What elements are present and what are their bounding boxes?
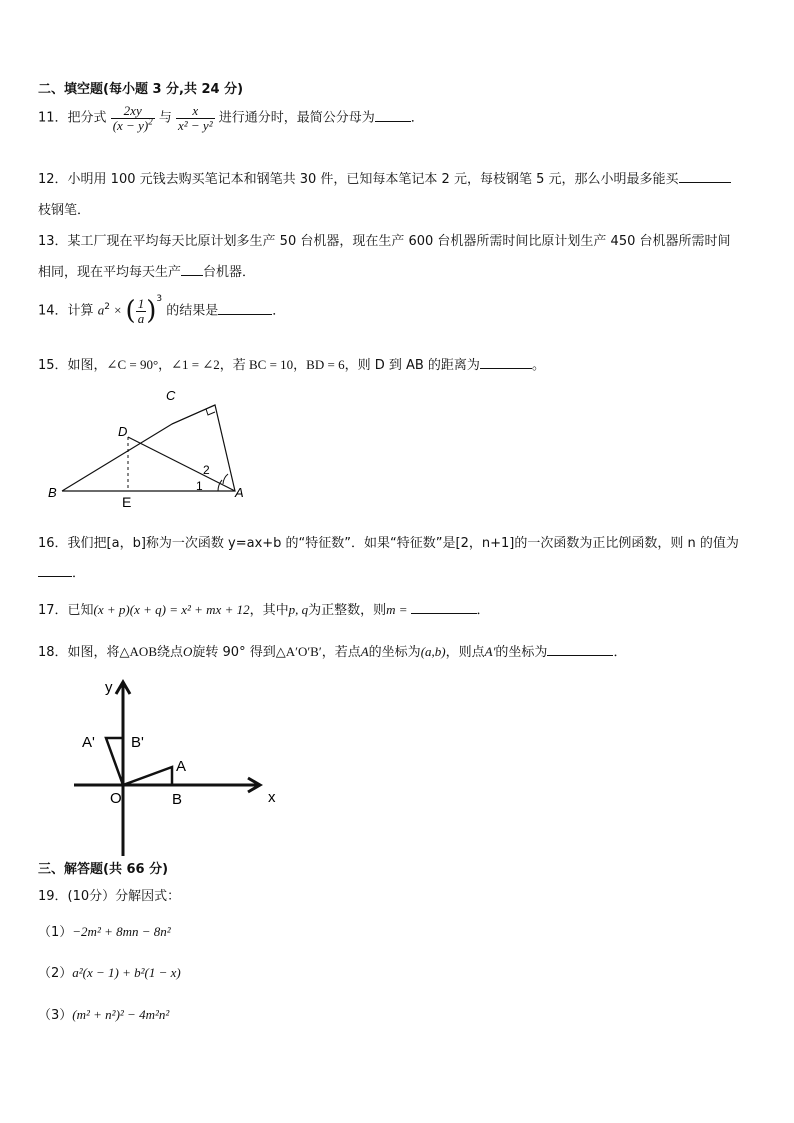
triangle-aob: △AOB bbox=[119, 644, 157, 659]
section-title: 三、解答题(共 66 分) bbox=[38, 862, 169, 877]
label-angle-1: 1 bbox=[196, 479, 203, 493]
question-16-continued: ． bbox=[38, 562, 85, 581]
figure-15-triangle bbox=[40, 384, 260, 512]
question-17: 17．已知(x + p)(x + q) = x² + mx + 12，其中p, q为正整数，则m = ． bbox=[38, 602, 490, 618]
math-expression: (x + p)(x + q) = x² + mx + 12 bbox=[93, 602, 250, 617]
question-text: 把分式 bbox=[67, 110, 107, 126]
math-base: a bbox=[97, 302, 105, 318]
label-angle-2: 2 bbox=[203, 463, 210, 477]
answer-blank[interactable] bbox=[411, 613, 477, 614]
answer-blank[interactable] bbox=[38, 576, 72, 577]
question-number: 11． bbox=[38, 110, 68, 126]
label-b: B bbox=[48, 485, 57, 500]
fraction: $\frac{1}{a}$ bbox=[137, 295, 145, 326]
question-13: 13．某工厂现在平均每天比原计划多生产 50 台机器，现在生产 600 台机器所需时间比原计划生产 450 台机器所需时间 bbox=[38, 234, 731, 249]
angle-2-arc bbox=[223, 474, 228, 484]
question-19-part-1: （1）−2m² + 8mn − 8n² bbox=[38, 924, 171, 940]
connector-text: 与 bbox=[158, 110, 172, 126]
question-13-continued: 相同，现在平均每天生产 台机器． bbox=[38, 265, 256, 280]
question-11: 11．把分式 $\frac{2xy}{(x - y)^2}$ 与 $\frac{x}{\text{x² − y²}}$ 进行通分时，最简公分母为 ． bbox=[38, 103, 424, 133]
fraction-numerator: x bbox=[192, 103, 199, 118]
label-b: B bbox=[172, 791, 183, 808]
label-e: E bbox=[122, 494, 132, 510]
fraction-1 bbox=[111, 104, 155, 132]
label-x: x bbox=[268, 789, 276, 806]
fraction-denominator: $(x - y)^2$ bbox=[112, 116, 153, 133]
answer-blank[interactable] bbox=[679, 182, 731, 183]
label-b-prime: B' bbox=[131, 734, 144, 751]
segment-ad bbox=[128, 437, 235, 491]
question-16: 16．我们把[a，b]称为一次函数 y=ax+b 的“特征数”．如果“特征数”是[2，n+1]的一次函数为正比例函数，则 n 的值为 bbox=[38, 536, 739, 551]
right-angle-mark bbox=[206, 409, 215, 415]
label-c: C bbox=[166, 388, 176, 403]
figure-18-coordinate bbox=[70, 672, 290, 858]
question-19-part-2: （2）a²(x − 1) + b²(1 − x) bbox=[38, 965, 181, 981]
answer-blank[interactable] bbox=[480, 368, 532, 369]
answer-blank[interactable] bbox=[547, 655, 613, 656]
question-19: 19．(10分）分解因式： bbox=[38, 889, 181, 904]
triangle-aob-prime bbox=[106, 738, 123, 785]
section-title: 二、填空题(每小题 3 分,共 24 分) bbox=[38, 82, 244, 97]
triangle-aob bbox=[123, 767, 172, 785]
fraction-numerator: 2xy bbox=[123, 103, 142, 118]
label-o: O bbox=[110, 790, 122, 807]
question-14: 14．计算 $a^2$ × ( $\frac{1}{a}$ )$^3$ 的结果是 ． bbox=[38, 294, 286, 326]
answer-blank[interactable] bbox=[218, 314, 272, 315]
label-y: y bbox=[105, 679, 113, 696]
answer-blank[interactable] bbox=[181, 275, 203, 276]
answer-blank[interactable] bbox=[375, 121, 411, 122]
fraction-2 bbox=[176, 104, 215, 132]
label-a: A bbox=[176, 758, 187, 775]
label-a-prime: A' bbox=[82, 734, 95, 751]
angle-1-arc bbox=[218, 480, 222, 491]
question-text: 12．小明用 100 元钱去购买笔记本和钢笔共 30 件，已知每本笔记本 2 元，每枝钢笔 5 元，那么小明最多能买 bbox=[38, 172, 679, 187]
question-19-part-3: （3）(m² + n²)² − 4m²n² bbox=[38, 1007, 170, 1023]
condition-text: ∠C = 90°，∠1 = ∠2，若 BC = 10，BD = 6， bbox=[106, 357, 358, 372]
question-12 bbox=[38, 168, 758, 187]
question-15: 15．如图，∠C = 90°，∠1 = ∠2，若 BC = 10，BD = 6，则 D 到 AB 的距离为 。 bbox=[38, 357, 545, 373]
question-18: 18．如图，将△AOB绕点O旋转 90° 得到△A′O′B′，若点A的坐标为(a,b)，则点A′的坐标为 ． bbox=[38, 644, 627, 660]
question-text: 进行通分时，最简公分母为 bbox=[218, 110, 375, 126]
label-d: D bbox=[118, 424, 128, 439]
question-12-continued: 枝钢笔． bbox=[38, 203, 91, 218]
triangle-aob-prime: △A′O′B′ bbox=[275, 644, 322, 659]
label-a: A bbox=[235, 485, 244, 500]
fraction-denominator: x² − y² bbox=[177, 117, 213, 133]
